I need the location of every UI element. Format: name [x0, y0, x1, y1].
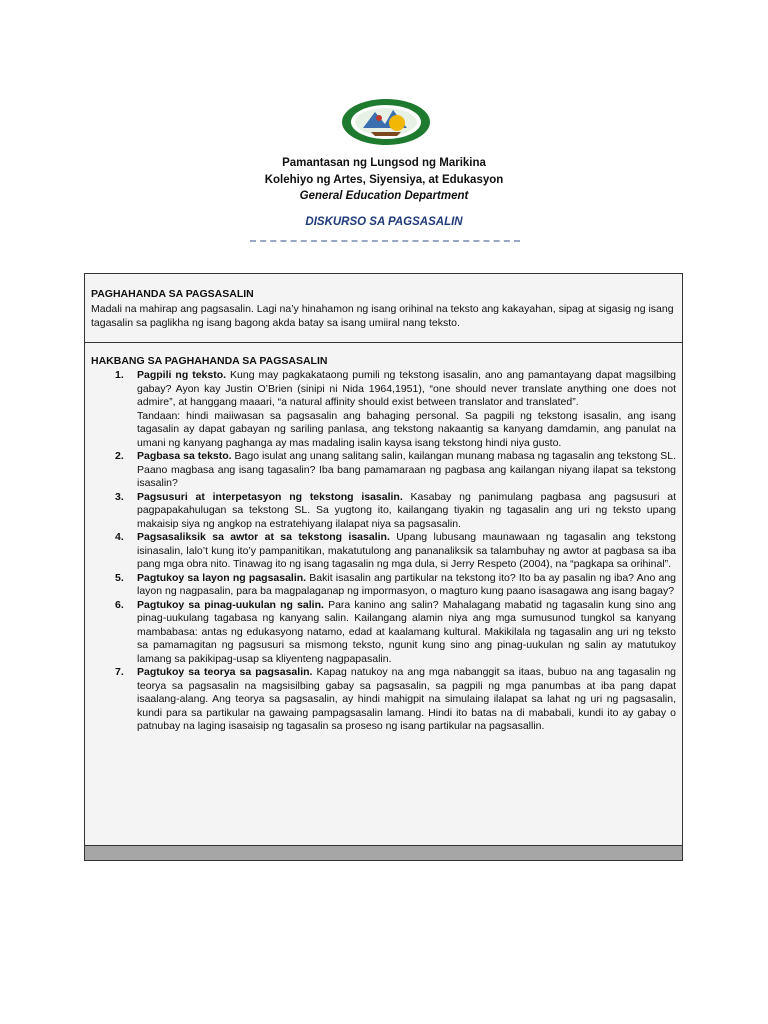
- item-text: Upang lubusang maunawaan ng tagasalin ang tekstong isinasalin, lalo’t kung ito’y pampanitikan, makatutulong ang pananaliksik sa talambuhay ng awtor at pagbasa sa iba pang mga obra nito. Tinawag ito ng isang tagasalin ng mga dula, si Jerry Respeto (2004), na “pagkapa sa orihinal”.: [137, 531, 676, 570]
- item-note: Tandaan: hindi maiiwasan sa pagsasalin ang bahaging personal. Sa pagpili ng tekstong isasalin, ang isang tagasalin ay dapat gabayan ng sariling panlasa, ang tekstong nakaantig sa kanyang damdamin, ang panulat na umani ng kanyang paghanga ay mas madaling isalin kaysa isang tekstong hindi niya gusto.: [137, 409, 676, 449]
- list-item: [85, 572, 682, 599]
- list-item: [85, 491, 682, 532]
- item-text: Kung may pagkakataong pumili ng tekstong isasalin, ano ang pamantayang dapat magsilbing gabay? Ayon kay Justin O’Brien (sinipi ni Nida 1964,1951), “one should never translate anything one does not admire”, at hanggang maaari, “a natural affinity should exist between translator and translated”.: [137, 369, 676, 408]
- item-text: Bago isulat ang unang salitang salin, kailangan munang mabasa ng tagasalin ang tekstong SL. Paano magbasa ang isang tagasalin? Iba bang pamamaraan ng pagbasa ang kailangan niyang ilapat sa tekstong isasalin?: [137, 450, 676, 489]
- list-item: [85, 369, 682, 450]
- university-name: Pamantasan ng Lungsod ng Marikina: [282, 157, 486, 169]
- header-divider: [250, 240, 520, 242]
- list-item: [85, 666, 682, 734]
- department-name: General Education Department: [299, 190, 469, 202]
- item-heading: Pagbasa sa teksto.: [137, 450, 232, 462]
- content-box: [84, 273, 683, 861]
- section-steps-title: HAKBANG SA PAGHAHANDA SA PAGSASALIN: [91, 355, 328, 367]
- list-item: [85, 599, 682, 667]
- item-heading: Pagsusuri at interpetasyon ng tekstong isasalin.: [137, 490, 403, 503]
- item-text: Para kanino ang salin? Mahalagang mabatid ng tagasalin kung sino ang pinag-uukulang tagabasa ng kanyang salin. Kailangang alamin niya ang mga sumusunod tungkol sa kanyang mambabasa: antas ng edukasyong natamo, edad at kaalamang kultural. Makikilala ng tagasalin ang uri ng teksto sa pamamagitan ng pagsusuri sa mismong teksto, ngunit kung sino ang pinag-uukulan ng salin ay matutukoy lamang sa pakikipag-usap sa kliyenteng nagpapasalin.: [137, 598, 676, 665]
- item-number: 1.: [115, 369, 124, 381]
- item-number: 7.: [115, 666, 124, 678]
- section-intro: [85, 274, 682, 343]
- item-number: 2.: [115, 450, 124, 462]
- section-intro-body: Madali na mahirap ang pagsasalin. Lagi na’y hinahamon ng isang orihinal na teksto ang kakayahan, sipag at sigasig ng isang tagasalin sa paglikha ng isang bagong akda batay sa isang umiiral nang teksto.: [91, 303, 674, 329]
- item-number: 5.: [115, 571, 124, 584]
- section-steps: [85, 343, 682, 842]
- university-seal-icon: [341, 98, 431, 146]
- table-footer-bar: [85, 845, 682, 860]
- list-item: [85, 531, 682, 572]
- item-heading: Pagpili ng teksto.: [137, 369, 227, 381]
- list-item: [85, 450, 682, 491]
- college-name: Kolehiyo ng Artes, Siyensiya, at Edukasyon: [264, 174, 504, 186]
- item-number: 4.: [115, 531, 124, 543]
- section-intro-title: PAGHAHANDA SA PAGSASALIN: [91, 288, 254, 300]
- item-heading: Pagtukoy sa pinag-uukulan ng salin.: [137, 598, 324, 611]
- item-heading: Pagtukoy sa teorya sa pagsasalin.: [137, 666, 313, 678]
- document-title: DISKURSO SA PAGSASALIN: [305, 216, 463, 228]
- item-heading: Pagsasaliksik sa awtor at sa tekstong isasalin.: [137, 531, 390, 543]
- steps-list: [85, 369, 682, 734]
- item-number: 6.: [115, 598, 124, 611]
- item-number: 3.: [115, 490, 124, 503]
- item-text: Kapag natukoy na ang mga nabanggit sa itaas, bubuo na ang tagasalin ng teorya sa pagsasalin na magsisilbing gabay sa pagsasalin, sa pagpili ng mga panumbas at iba pang dapat isaalang-alang. Ang teorya sa pagsasalin, ay hindi mahigpit na simulaing ilalapat sa lahat ng uri ng pagsasalin, kundi para sa partikular na gawaing pampagsasalin lamang. Hindi ito batas na di mababali, kundi ito ay gabay o patnubay na laging isasaisip ng tagasalin sa proseso ng isang partikular na pagsasallin.: [137, 666, 677, 732]
- item-text: Kasabay ng panimulang pagbasa ang pagsusuri at pagpapakahulugan sa tekstong SL. Sa yugtong ito, kailangang tiyakin ng tagasalin ang uri ng teksto upang makaisip siya ng angkop na estratehiyang ilalapat niya sa pagsasalin.: [137, 490, 677, 530]
- item-text: Bakit isasalin ang partikular na tekstong ito? Ito ba ay pasalin ng iba? Ano ang layon ng nagpasalin, para ba magpalaganap ng impormasyon, o magturo kung paano isasagawa ang isang bagay?: [137, 571, 676, 597]
- item-heading: Pagtukoy sa layon ng pagsasalin.: [137, 571, 307, 584]
